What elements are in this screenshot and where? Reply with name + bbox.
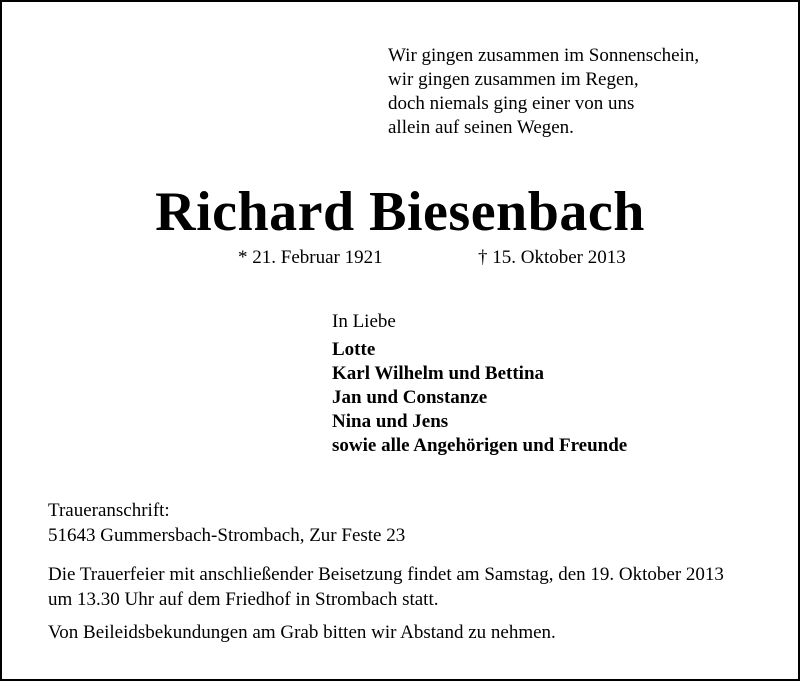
address-value: 51643 Gummersbach-Strombach, Zur Feste 23 — [48, 525, 406, 546]
mourner-name: Lotte — [332, 339, 376, 360]
poem-line: wir gingen zusammen im Regen, — [388, 69, 639, 90]
mourner-name: sowie alle Angehörigen und Freunde — [332, 435, 628, 456]
deceased-name: Richard Biesenbach — [155, 181, 645, 243]
service-line: Die Trauerfeier mit anschließender Beisetzung findet am Samstag, den 19. Oktober 2013 — [48, 564, 724, 585]
mourner-name: Karl Wilhelm und Bettina — [332, 363, 545, 384]
poem — [388, 44, 699, 140]
poem-line: allein auf seinen Wegen. — [388, 117, 574, 138]
mourners-intro: In Liebe — [332, 311, 396, 332]
mourners-list — [332, 338, 627, 458]
service-info — [48, 562, 724, 612]
mourner-name: Nina und Jens — [332, 411, 449, 432]
birth-date: * 21. Februar 1921 — [238, 247, 383, 268]
poem-line: Wir gingen zusammen im Sonnenschein, — [388, 45, 700, 66]
condolence-request: Von Beileidsbekundungen am Grab bitten wir Abstand zu nehmen. — [48, 622, 556, 643]
service-line: um 13.30 Uhr auf dem Friedhof in Strombach statt. — [48, 589, 439, 610]
address-label: Traueranschrift: — [48, 500, 170, 521]
poem-line: doch niemals ging einer von uns — [388, 93, 635, 114]
death-date: † 15. Oktober 2013 — [478, 247, 626, 268]
mourner-name: Jan und Constanze — [332, 387, 488, 408]
